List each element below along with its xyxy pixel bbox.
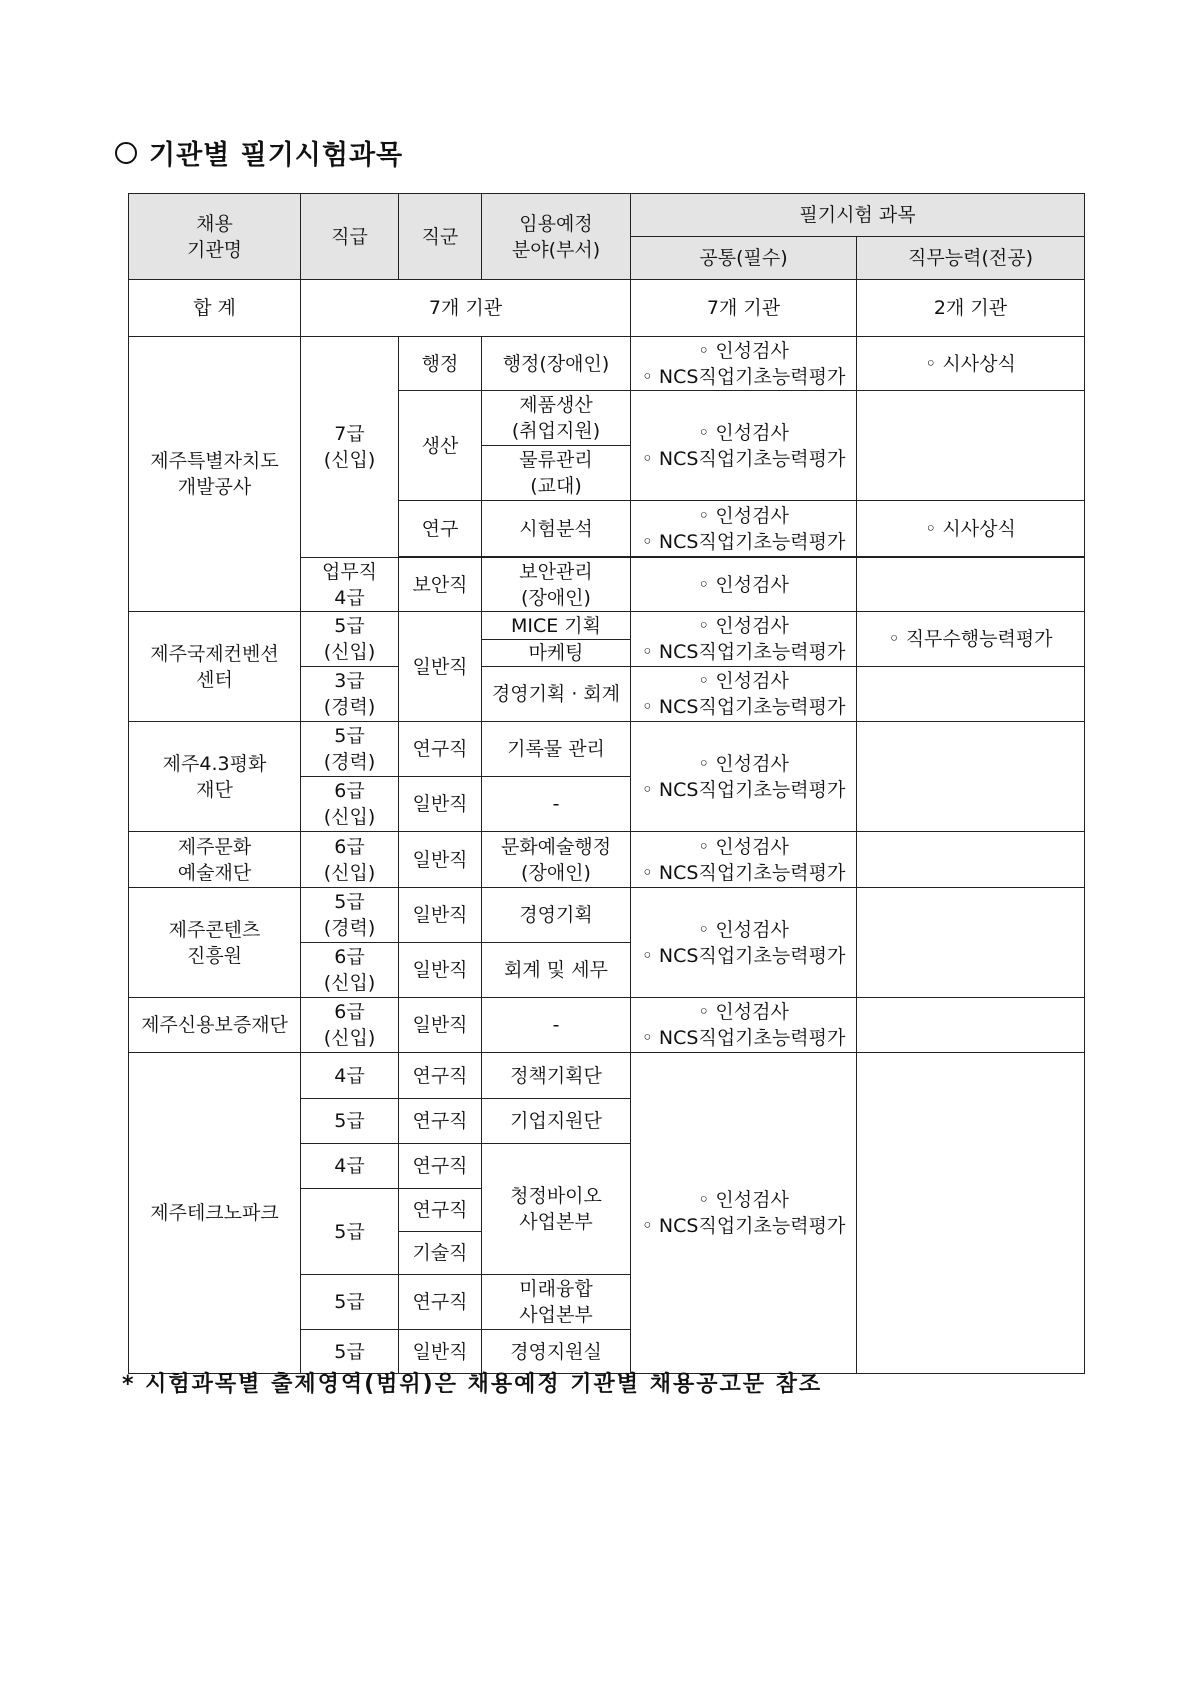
header-org: 채용 기관명 [129, 194, 301, 280]
common-subjects: ◦ 인성검사 ◦ NCS직업기초능력평가 [631, 888, 857, 998]
summary-label: 합 계 [129, 280, 301, 337]
group-cell: 일반직 [399, 1330, 482, 1374]
field-cell: 회계 및 세무 [482, 943, 631, 998]
grade-cell: 6급 (신입) [301, 777, 399, 832]
field-cell: - [482, 998, 631, 1053]
field-cell: 경영지원실 [482, 1330, 631, 1374]
group-cell: 연구직 [399, 1189, 482, 1232]
header-field: 임용예정 분야(부서) [482, 194, 631, 280]
major-subjects: ◦ 시사상식 [857, 501, 1085, 557]
field-cell: 문화예술행정 (장애인) [482, 832, 631, 888]
major-subjects [857, 391, 1085, 501]
field-cell: - [482, 777, 631, 832]
common-subjects: ◦ 인성검사 ◦ NCS직업기초능력평가 [631, 722, 857, 832]
table-row [129, 998, 1085, 1053]
common-subjects: ◦ 인성검사 ◦ NCS직업기초능력평가 [631, 667, 857, 722]
org-content: 제주콘텐츠 진흥원 [129, 888, 301, 998]
group-cell: 연구직 [399, 1275, 482, 1330]
org-icc: 제주국제컨벤션 센터 [129, 612, 301, 722]
grade-cell: 업무직 4급 [301, 558, 399, 612]
group-cell: 일반직 [399, 943, 482, 998]
grade-cell: 7급 (신입) [301, 337, 399, 558]
group-cell: 일반직 [399, 612, 482, 722]
common-subjects: ◦ 인성검사 ◦ NCS직업기초능력평가 [631, 391, 857, 501]
major-subjects [857, 832, 1085, 888]
header-exam-subjects: 필기시험 과목 [631, 194, 1085, 237]
grade-cell: 5급 [301, 1330, 399, 1374]
grade-cell: 5급 [301, 1189, 399, 1275]
summary-row [129, 280, 1085, 337]
major-subjects [857, 667, 1085, 722]
org-peace: 제주4.3평화 재단 [129, 722, 301, 832]
grade-cell: 6급 (신입) [301, 832, 399, 888]
group-cell: 연구 [399, 501, 482, 557]
group-cell: 일반직 [399, 998, 482, 1053]
major-subjects [857, 722, 1085, 832]
group-cell: 일반직 [399, 777, 482, 832]
field-cell: 마케팅 [482, 640, 631, 667]
group-cell: 행정 [399, 337, 482, 391]
page-title: 기관별 필기시험과목 [149, 140, 404, 171]
grade-cell: 6급 (신입) [301, 998, 399, 1053]
group-cell: 생산 [399, 391, 482, 501]
common-subjects: ◦ 인성검사 ◦ NCS직업기초능력평가 [631, 832, 857, 888]
circle-bullet-icon [115, 142, 137, 164]
summary-major: 2개 기관 [857, 280, 1085, 337]
field-cell: MICE 기획 [482, 612, 631, 640]
common-subjects: ◦ 인성검사 [631, 558, 857, 612]
major-subjects: ◦ 직무수행능력평가 [857, 612, 1085, 667]
field-cell: 경영기획 · 회계 [482, 667, 631, 722]
header-common: 공통(필수) [631, 237, 857, 280]
header-job-group: 직군 [399, 194, 482, 280]
summary-common: 7개 기관 [631, 280, 857, 337]
common-subjects: ◦ 인성검사 ◦ NCS직업기초능력평가 [631, 337, 857, 391]
page-title-row [115, 133, 403, 172]
grade-cell: 5급 [301, 1275, 399, 1330]
footnote: * 시험과목별 출제영역(범위)은 채용예정 기관별 채용공고문 참조 [122, 1372, 823, 1397]
grade-cell: 3급 (경력) [301, 667, 399, 722]
field-cell: 기록물 관리 [482, 722, 631, 777]
common-subjects: ◦ 인성검사 ◦ NCS직업기초능력평가 [631, 998, 857, 1053]
common-subjects: ◦ 인성검사 ◦ NCS직업기초능력평가 [631, 612, 857, 667]
summary-orgs: 7개 기관 [301, 280, 631, 337]
grade-cell: 5급 (경력) [301, 722, 399, 777]
group-cell: 연구직 [399, 722, 482, 777]
org-jpdc: 제주특별자치도 개발공사 [129, 337, 301, 612]
group-cell: 연구직 [399, 1053, 482, 1099]
common-subjects: ◦ 인성검사 ◦ NCS직업기초능력평가 [631, 501, 857, 557]
major-subjects [857, 998, 1085, 1053]
table-row [129, 888, 1085, 943]
major-subjects: ◦ 시사상식 [857, 337, 1085, 391]
field-cell: 물류관리 (교대) [482, 446, 631, 501]
field-cell: 기업지원단 [482, 1099, 631, 1144]
grade-cell: 5급 (신입) [301, 612, 399, 667]
org-credit: 제주신용보증재단 [129, 998, 301, 1053]
field-cell: 행정(장애인) [482, 337, 631, 391]
group-cell: 연구직 [399, 1144, 482, 1189]
grade-cell: 6급 (신입) [301, 943, 399, 998]
exam-subjects-table [128, 193, 1085, 1374]
org-arts: 제주문화 예술재단 [129, 832, 301, 888]
grade-cell: 4급 [301, 1053, 399, 1099]
field-cell: 보안관리 (장애인) [482, 558, 631, 612]
table-row [129, 337, 1085, 391]
header-major: 직무능력(전공) [857, 237, 1085, 280]
common-subjects: ◦ 인성검사 ◦ NCS직업기초능력평가 [631, 1053, 857, 1374]
org-techno: 제주테크노파크 [129, 1053, 301, 1374]
major-subjects [857, 888, 1085, 998]
field-cell: 경영기획 [482, 888, 631, 943]
field-cell: 시험분석 [482, 501, 631, 557]
field-cell: 제품생산 (취업지원) [482, 391, 631, 446]
grade-cell: 4급 [301, 1144, 399, 1189]
table-row [129, 722, 1085, 777]
field-cell: 정책기획단 [482, 1053, 631, 1099]
table-row [129, 1053, 1085, 1099]
group-cell: 연구직 [399, 1099, 482, 1144]
field-cell: 미래융합 사업본부 [482, 1275, 631, 1330]
header-grade: 직급 [301, 194, 399, 280]
table-row [129, 832, 1085, 888]
group-cell: 기술직 [399, 1232, 482, 1275]
major-subjects [857, 1053, 1085, 1374]
table-row [129, 612, 1085, 640]
group-cell: 일반직 [399, 832, 482, 888]
major-subjects [857, 558, 1085, 612]
group-cell: 일반직 [399, 888, 482, 943]
group-cell: 보안직 [399, 558, 482, 612]
field-cell: 청정바이오 사업본부 [482, 1144, 631, 1275]
grade-cell: 5급 [301, 1099, 399, 1144]
grade-cell: 5급 (경력) [301, 888, 399, 943]
